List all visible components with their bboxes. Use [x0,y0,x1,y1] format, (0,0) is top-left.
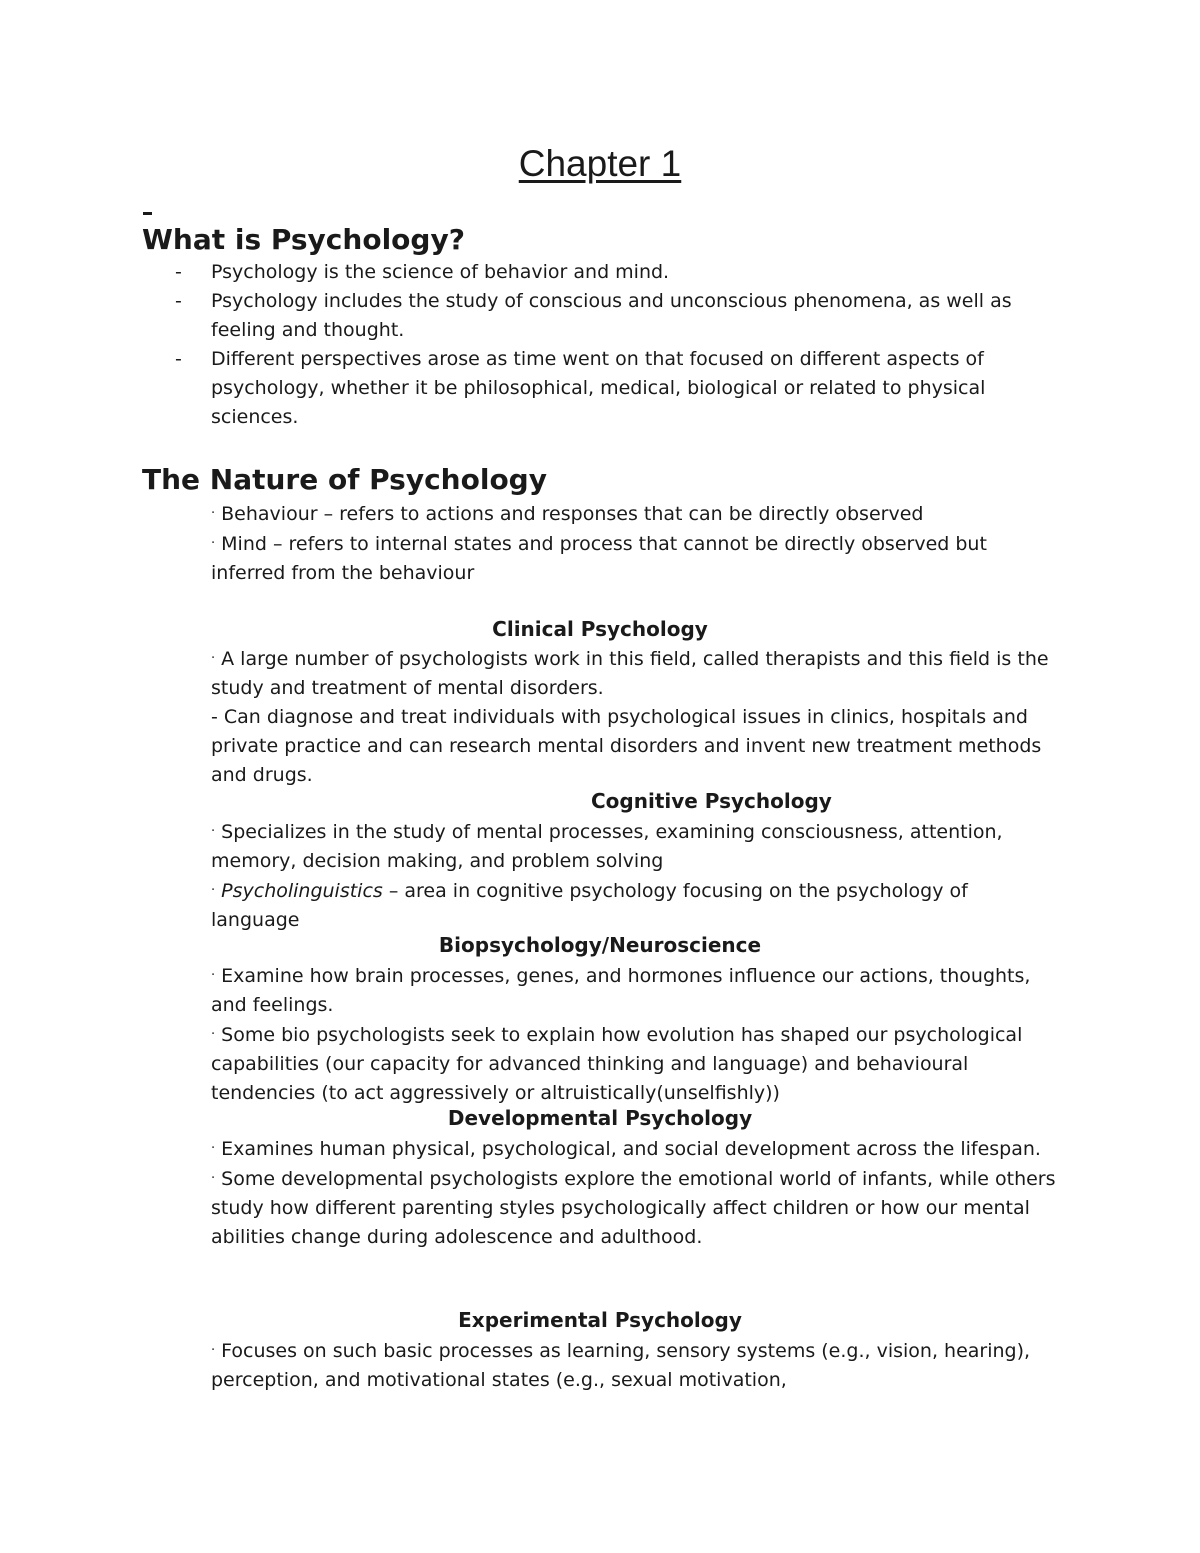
list-item-text: Mind – refers to internal states and process that cannot be directly observed but inferred from the behaviour [211,533,987,584]
nature-of-psychology-items [211,499,1061,588]
paragraph-text: Examines human physical, psychological, and social development across the lifespan. [221,1138,1041,1160]
paragraph-text: A large number of psychologists work in this field, called therapists and this field is the study and treatment of mental disorders. [211,648,1049,699]
paragraph-text: Focuses on such basic processes as learning, sensory systems (e.g., vision, hearing), perception, and motivational states (e.g., sexual motivation, [211,1340,1031,1391]
paragraph [211,961,1061,1020]
list-item [211,499,1061,529]
paragraph-text: Some developmental psychologists explore the emotional world of infants, while others study how different parenting styles psychologically affect children or how our mental abilities change during adolescence and adulthood. [211,1168,1056,1248]
decorative-dash [143,212,152,215]
paragraph-text: - Can diagnose and treat individuals with psychological issues in clinics, hospitals and private practice and can research mental disorders and invent new treatment methods and drugs. [211,706,1042,786]
clinical-psychology-text [211,644,1061,790]
paragraph [211,1336,1061,1395]
list-item [0,287,1041,345]
dot-bullet: · [211,506,216,521]
dot-bullet: · [211,1027,216,1042]
list-item [0,345,1041,432]
dash-bullet: - [175,290,182,312]
section-heading-what-is-psychology: What is Psychology? [142,223,465,256]
dot-bullet: · [211,883,216,898]
paragraph [211,644,1061,703]
paragraph [211,703,1061,790]
section-heading-nature-of-psychology: The Nature of Psychology [142,463,547,496]
dot-bullet: · [211,651,216,666]
paragraph-text: Examine how brain processes, genes, and hormones influence our actions, thoughts, and feelings. [211,965,1031,1016]
dot-bullet: · [211,1141,216,1156]
list-item-text: Psychology includes the study of conscious and unconscious phenomena, as well as feeling and thought. [211,290,1012,341]
what-is-psychology-list [0,258,1200,432]
cognitive-psychology-text [211,817,1061,935]
dot-bullet: · [211,536,216,551]
biopsychology-text [211,961,1061,1108]
list-item-text: Psychology is the science of behavior and mind. [211,261,670,283]
paragraph [211,1164,1061,1252]
subheading-clinical-psychology: Clinical Psychology [492,617,708,641]
paragraph-text: Specializes in the study of mental processes, examining consciousness, attention, memory, decision making, and problem solving [211,821,1003,872]
list-item [211,529,1061,588]
subheading-biopsychology: Biopsychology/Neuroscience [438,933,762,957]
chapter-title: Chapter 1 [518,143,682,184]
paragraph [211,876,1061,935]
list-item-text: Different perspectives arose as time went on that focused on different aspects of psychology, whether it be philosophical, medical, biological or related to physical sciences. [211,348,986,428]
paragraph [211,817,1061,876]
paragraph [211,1020,1061,1108]
developmental-psychology-text [211,1134,1061,1252]
dot-bullet: · [211,968,216,983]
dot-bullet: · [211,824,216,839]
dot-bullet: · [211,1171,216,1186]
term-psycholinguistics: Psycholinguistics [221,880,383,902]
dot-bullet: · [211,1343,216,1358]
list-item [0,258,1041,287]
list-item-text: Behaviour – refers to actions and responses that can be directly observed [221,503,924,525]
experimental-psychology-text [211,1336,1061,1395]
dash-bullet: - [175,348,182,370]
paragraph [211,1134,1061,1164]
subheading-experimental-psychology: Experimental Psychology [458,1308,742,1332]
dash-bullet: - [175,261,182,283]
subheading-cognitive-psychology: Cognitive Psychology [591,789,832,813]
subheading-developmental-psychology: Developmental Psychology [447,1106,753,1130]
paragraph-text: Some bio psychologists seek to explain how evolution has shaped our psychological capabilities (our capacity for advanced thinking and language) and behavioural tendencies (to act aggressively or altruistically(unselfishly)) [211,1024,1023,1104]
paragraph-text: – area in cognitive psychology focusing on the psychology of language [211,880,968,931]
